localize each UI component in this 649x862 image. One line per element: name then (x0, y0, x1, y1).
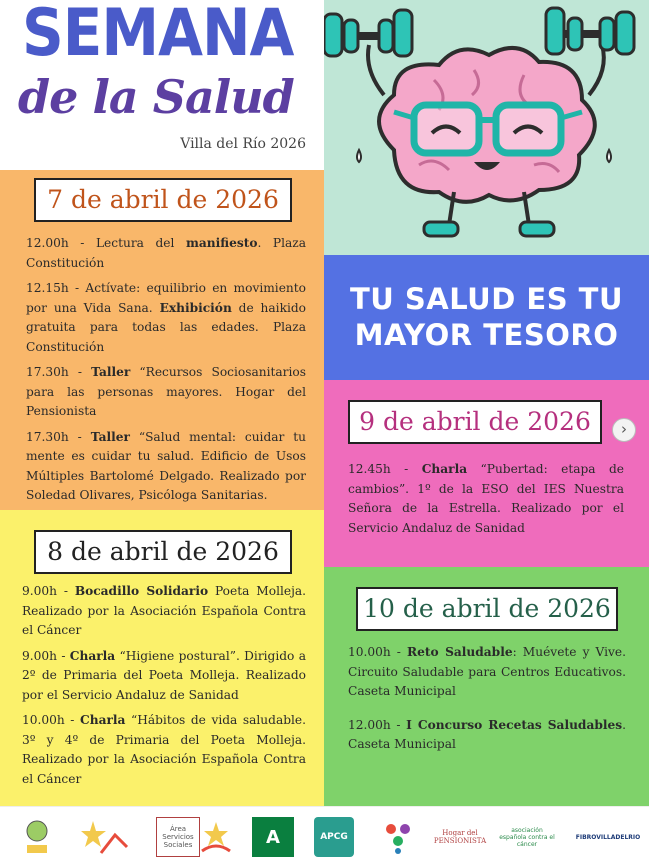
event-item: 9.00h - Bocadillo Solidario Poeta Molleja. Realizado por la Asociación Española Contra el Cáncer (22, 584, 306, 637)
event-list (22, 582, 306, 795)
event-list (348, 643, 626, 761)
slogan-line-1: TU SALUD ES TU (349, 282, 624, 316)
brain-weightlifting-illustration (324, 0, 649, 255)
illustration-panel (324, 0, 649, 255)
logo-juventud (378, 817, 418, 857)
logo-stars (80, 817, 130, 857)
slogan-text (324, 281, 649, 353)
event-item: 12.00h - Lectura del manifiesto. Plaza Constitución (26, 236, 306, 270)
date-heading: 8 de abril de 2026 (34, 530, 292, 574)
logo-fibrovilladelrio: FIBROVILLADELRIO (575, 833, 641, 841)
event-item: 17.30h - Taller “Salud mental: cuidar tu mente es cuidar tu salud. Edificio de Usos Múltiples Bartolomé Delgado. Realizado por Soledad Olivares, Psicóloga Sanitarias. (26, 429, 307, 502)
event-item: 12.15h - Actívate: equilibrio en movimiento por una Vida Sana. Exhibición de haikido gratuita para todas las edades. Plaza Constitución (26, 281, 306, 354)
logo-apcg: APCG (314, 817, 354, 857)
logo-hands (196, 817, 236, 857)
day-panel-7-abril (0, 170, 324, 510)
day-panel-10-abril (324, 567, 649, 806)
slogan-panel (324, 255, 649, 380)
logo-villa-del-rio (16, 817, 58, 857)
date-heading: 7 de abril de 2026 (34, 178, 292, 222)
slogan-line-2: MAYOR TESORO (354, 318, 619, 352)
right-dumbbell-icon (546, 8, 634, 54)
title-panel (0, 0, 324, 170)
logo-aecc: asociación española contra el cáncer (499, 826, 555, 848)
event-list (26, 234, 306, 512)
event-item: 10.00h - Charla “Hábitos de vida saludable. 3º y 4º de Primaria del Poeta Molleja. Realizado por la Asociación Española Contra el Cáncer (22, 713, 307, 786)
title-place-year: Villa del Río 2026 (180, 136, 306, 152)
day-panel-8-abril (0, 510, 324, 806)
sponsor-logos-footer (0, 806, 649, 862)
logo-hogar-pensionista: Hogar del PENSIONISTA (433, 829, 487, 845)
brain-icon (357, 48, 611, 202)
event-item: 10.00h - Reto Saludable: Muévete y Vive. Circuito Saludable para Centros Educativos. Caseta Municipal (348, 645, 626, 698)
carousel-next-button[interactable]: › (612, 418, 636, 442)
date-heading: 9 de abril de 2026 (348, 400, 602, 444)
title-de-la-salud: de la Salud (18, 70, 294, 124)
event-item: 12.45h - Charla “Pubertad: etapa de cambios”. 1º de la ESO del IES Nuestra Señora de la Estrella. Realizado por el Servicio Andaluz de Sanidad (348, 462, 624, 535)
event-item: 9.00h - Charla “Higiene postural”. Dirigido a 2º de Primaria del Poeta Molleja. Realizado por el Servicio Andaluz de Sanidad (22, 648, 306, 702)
title-semana: SEMANA (22, 0, 294, 71)
logo-junta-andalucia: A (252, 817, 294, 857)
date-heading: 10 de abril de 2026 (356, 587, 618, 631)
logo-area-servicios-sociales: Área Servicios Sociales (156, 817, 200, 857)
event-list (348, 460, 624, 544)
event-item: 17.30h - Taller “Recursos Sociosanitarios para las personas mayores. Hogar del Pensionista (26, 365, 306, 418)
event-item: 12.00h - I Concurso Recetas Saludables. Caseta Municipal (348, 717, 626, 751)
day-panel-9-abril (324, 380, 649, 567)
